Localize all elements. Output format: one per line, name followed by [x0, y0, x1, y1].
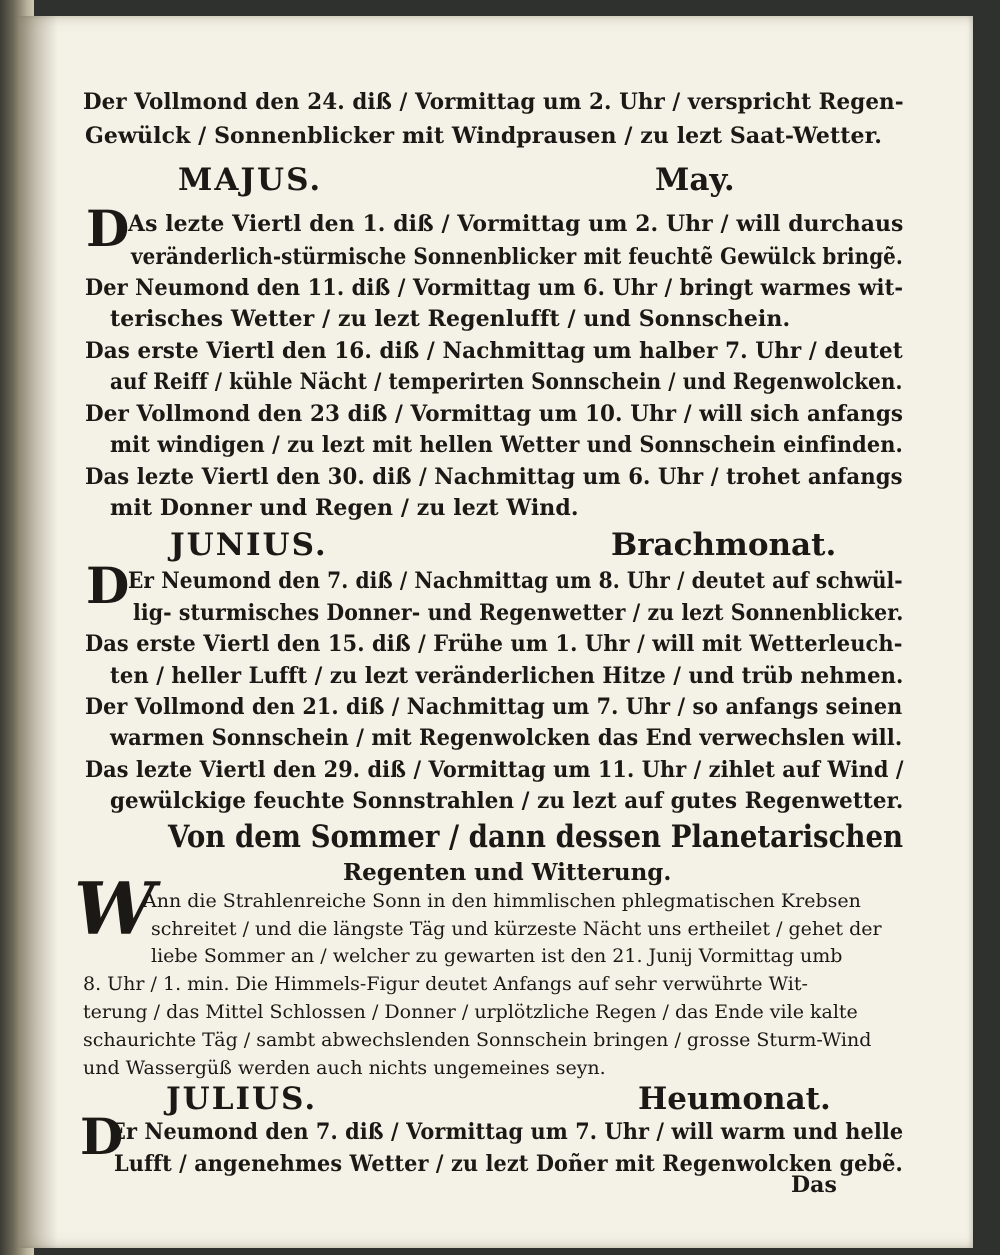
month-heading-latin: JULIUS.: [166, 1081, 318, 1117]
text-line: Er Neumond den 7. diß / Nachmittag um 8. Uhr / deutet auf schwül-: [128, 568, 903, 594]
book-page: [18, 16, 973, 1248]
month-heading-latin: MAJUS.: [178, 162, 323, 198]
section-subtitle: Regenten und Witterung.: [343, 859, 672, 886]
text-line: gewülckige feuchte Sonnstrahlen / zu lezt auf gutes Regenwetter.: [110, 788, 904, 814]
text-line: mit windigen / zu lezt mit hellen Wetter und Sonnschein einfinden.: [110, 432, 903, 458]
text-line: Der Neumond den 11. diß / Vormittag um 6. Uhr / bringt warmes wit-: [85, 275, 904, 301]
text-line: und Wassergüß werden auch nichts ungemeines seyn.: [83, 1057, 606, 1079]
text-line: mit Donner und Regen / zu lezt Wind.: [110, 495, 579, 521]
month-heading-german: Brachmonat.: [611, 527, 837, 563]
spine-shadow: [18, 16, 58, 1248]
text-line: terisches Wetter / zu lezt Regenlufft / und Sonnschein.: [110, 306, 791, 332]
month-heading-latin: JUNIUS.: [170, 527, 328, 563]
text-line: Das erste Viertl den 15. diß / Frühe um 1. Uhr / will mit Wetterleuch-: [85, 631, 903, 657]
text-line: Der Vollmond den 24. diß / Vormittag um 2. Uhr / verspricht Regen-: [83, 89, 904, 115]
text-line: schaurichte Täg / sambt abwechslenden Sonnschein bringen / grosse Sturm-Wind: [83, 1029, 872, 1051]
catchword: Das: [790, 1172, 837, 1198]
month-heading-german: May.: [655, 162, 735, 198]
text-line: Das lezte Viertl den 30. diß / Nachmittag um 6. Uhr / trohet anfangs: [85, 464, 903, 490]
text-line: veränderlich-stürmische Sonnenblicker mit feuchtẽ Gewülck bringẽ.: [131, 244, 903, 270]
ornamental-initial: W: [74, 866, 155, 951]
text-line: As lezte Viertl den 1. diß / Vormittag um 2. Uhr / will durchaus: [128, 211, 904, 237]
text-line: Lufft / angenehmes Wetter / zu lezt Doñer mit Regenwolcken gebẽ.: [114, 1151, 903, 1177]
text-line: terung / das Mittel Schlossen / Donner / urplötzliche Regen / das Ende vile kalte: [83, 1001, 858, 1023]
drop-initial: D: [80, 1107, 124, 1166]
text-line: Das lezte Viertl den 29. diß / Vormittag um 11. Uhr / zihlet auf Wind /: [85, 757, 904, 783]
text-line: Der Vollmond den 21. diß / Nachmittag um 7. Uhr / so anfangs seinen: [85, 694, 903, 720]
month-heading-german: Heumonat.: [638, 1081, 831, 1117]
text-line: 8. Uhr / 1. min. Die Himmels-Figur deutet Anfangs auf sehr verwührte Wit-: [83, 973, 808, 995]
drop-initial: D: [86, 199, 130, 258]
drop-initial: D: [86, 556, 130, 615]
text-line: ten / heller Lufft / zu lezt veränderlichen Hitze / und trüb nehmen.: [110, 663, 904, 689]
text-line: liebe Sommer an / welcher zu gewarten ist den 21. Junij Vormittag umb: [151, 945, 843, 967]
text-line: auf Reiff / kühle Nächt / temperirten Sonnschein / und Regenwolcken.: [110, 369, 903, 395]
text-line: schreitet / und die längste Täg und kürzeste Nächt uns ertheilet / gehet der: [151, 918, 882, 940]
text-line: Der Vollmond den 23 diß / Vormittag um 10. Uhr / will sich anfangs: [85, 401, 904, 427]
text-line: Gewülck / Sonnenblicker mit Windprausen / zu lezt Saat-Wetter.: [85, 123, 883, 149]
text-line: warmen Sonnschein / mit Regenwolcken das End verwechslen will.: [110, 725, 903, 751]
text-line: Er Neumond den 7. diß / Vormittag um 7. Uhr / will warm und helle: [110, 1119, 904, 1145]
section-title: Von dem Sommer / dann dessen Planetarischen: [168, 819, 904, 855]
text-line: Das erste Viertl den 16. diß / Nachmittag um halber 7. Uhr / deutet: [85, 338, 903, 364]
text-line: Ann die Strahlenreiche Sonn in den himmlischen phlegmatischen Krebsen: [143, 890, 861, 912]
text-line: lig- sturmisches Donner- und Regenwetter / zu lezt Sonnenblicker.: [133, 600, 904, 626]
